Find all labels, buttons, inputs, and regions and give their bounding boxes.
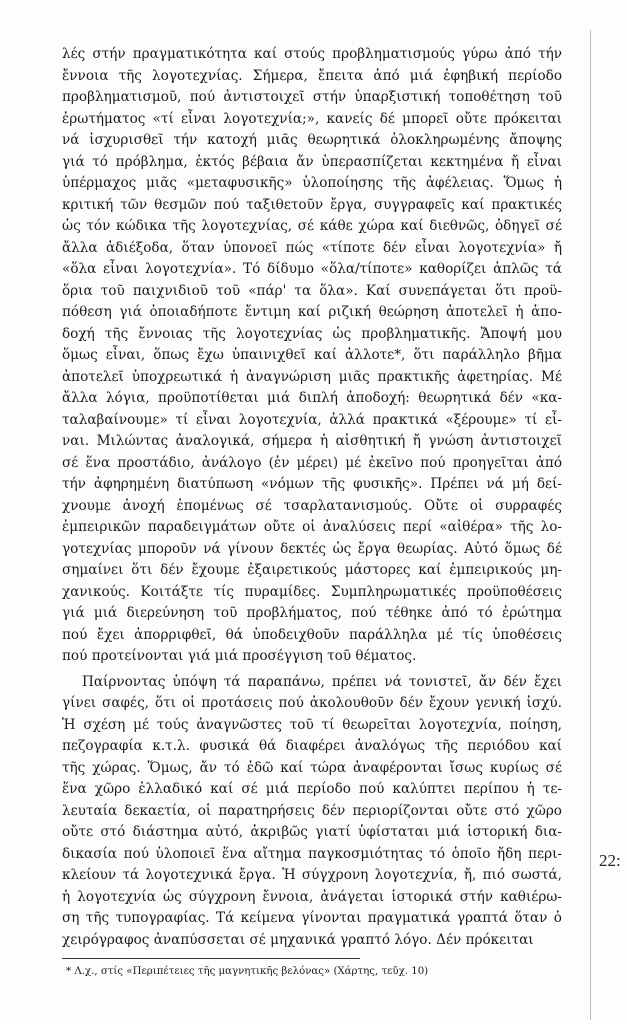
text-line: ναι. Μιλώντας ἀναλογικά, σήμερα ἡ αἰσθητική ἤ γνώση ἀντιστοιχεῖ	[62, 433, 562, 449]
text-line: σέ ἕνα προστάδιο, ἀνάλογο (ἐν μέρει) μέ ἐκεῖνο πού προηγεῖται ἀπό	[62, 454, 562, 471]
text-line: «ὅλα εἶναι λογοτεχνία». Τό δίδυμο «ὅλα/τίποτε» καθορίζει ἁπλῶς τά	[62, 261, 562, 277]
text-line: γιά μιά διερεύνηση τοῦ προβλήματος, πού τέθηκε ἀπό τό ἐρώτημα	[62, 605, 562, 621]
text-line: κριτική τῶν θεσμῶν πού ταξιθετοῦν ἔργα, συγγραφεῖς καί πρακτικές	[62, 196, 562, 213]
text-line: χανικούς. Κοιτάξτε τίς πυραμίδες. Συμπληρωματικές προϋποθέσεις	[62, 583, 562, 600]
text-line: πόθεση γιά ὁποιαδήποτε ἔντιμη καί ριζική θεώρηση ἀποτελεῖ ἡ ἀπο-	[62, 304, 562, 320]
text-line: ἐμπειρικῶν παραδειγμάτων οὔτε οἱ ἀναλύσεις περί «αἰθέρα» τῆς λο-	[62, 519, 562, 535]
page-edge-rule	[590, 30, 591, 1020]
text-line: σημαίνει ὅτι δέν ἔχουμε ἐξαιρετικούς μάστορες καί ἐμπειρικούς μη-	[62, 562, 562, 578]
text-line: ὅρια τοῦ παιχνιδιοῦ τοῦ «πάρ' τα ὅλα». Καί συνεπάγεται ὅτι προϋ-	[62, 282, 562, 299]
text-line: τῆς χώρας. Ὅμως, ἄν τό ἐδῶ καί τώρα ἀναφέρονται ἴσως κυρίως σέ	[62, 759, 562, 776]
text-line: γιά τό πρόβλημα, ἐκτός βέβαια ἄν ὑπερασπίζεται κεκτημένα ἤ εἶναι	[62, 153, 562, 170]
body-text	[62, 44, 562, 951]
text-line: Ἡ σχέση μέ τούς ἀναγνῶστες τοῦ τί θεωρεῖται λογοτεχνία, ποίηση,	[62, 716, 562, 733]
text-line: χειρόγραφος ἀναπύσσεται σέ μηχανικά γραπτό λόγο. Δέν πρόκειται	[62, 931, 534, 948]
text-line: δοχή τῆς ἔννοιας τῆς λογοτεχνίας ὡς προβληματικῆς. Ἄποψή μου	[62, 325, 562, 342]
text-line: προβληματισμοῦ, πού ἀντιστοιχεῖ στήν ὑπαρξιστική τοποθέτηση τοῦ	[62, 89, 562, 105]
text-line: ὅμως εἶναι, ὅπως ἔχω ὑπαινιχθεῖ καί ἀλλοτε*, ὅτι παράλληλο βῆμα	[62, 347, 562, 363]
text-line: ἡ λογοτεχνία ὡς σύγχρονη ἔννοια, ἀνάγεται ἱστορικά στήν καθιέρω-	[62, 888, 562, 905]
text-line: οὔτε στό διάστημα αὐτό, ἀκριβῶς γιατί ὑφίσταται μιά ἱστορική δια-	[62, 824, 562, 840]
text-line: ταλαβαίνουμε» τί εἶναι λογοτεχνία, ἀλλά πρακτικά «ξέρουμε» τί εἶ-	[62, 411, 562, 428]
text-line: πού προτείνονται γιά μιά προσέγγιση τοῦ θέματος.	[62, 648, 417, 664]
text-line: ἀποτελεῖ ὑποχρεωτικά ἡ ἀναγνώριση μιᾶς πρακτικῆς ἀφετηρίας. Μέ	[62, 368, 562, 385]
text-line: ἔννοια τῆς λογοτεχνίας. Σήμερα, ἔπειτα ἀπό μιά ἐφηβική περίοδο	[62, 67, 562, 84]
text-line: κλείουν τά λογοτεχνικά ἔργα. Ἡ σύγχρονη λογοτεχνία, ἤ, πιό σωστά,	[62, 867, 562, 883]
text-line: πού ἔχει ἀπορριφθεῖ, θά ὑποδειχθοῦν παράλληλα μέ τίς ὑποθέσεις	[62, 626, 562, 643]
text-line: ἄλλα ἀδιέξοδα, ὅταν ὑπονοεῖ πώς «τίποτε δέν εἶναι λογοτεχνία» ἤ	[62, 239, 562, 256]
text-line: γίνει σαφές, ὅτι οἱ προτάσεις πού ἀκολουθοῦν δέν ἔχουν γενική ἰσχύ.	[62, 695, 562, 711]
paragraph-1	[62, 44, 562, 668]
page-number: 22:	[599, 851, 621, 870]
footnote-rule	[62, 958, 360, 959]
text-line: χνουμε ἀνοχή ἑπομένως σέ τσαρλατανισμούς. Οὔτε οἱ συρραφές	[62, 497, 562, 514]
text-line: ὡς τόν κώδικα τῆς λογοτεχνίας, σέ κάθε χώρα καί διεθνῶς, ὁδηγεῖ σέ	[62, 218, 562, 234]
text-line: πεζογραφία κ.τ.λ. φυσικά θά διαφέρει ἀναλόγως τῆς περιόδου καί	[62, 738, 562, 754]
text-line: λές στήν πραγματικότητα καί στούς προβληματισμούς γύρω ἀπό τήν	[62, 46, 562, 62]
text-line: λευταία δεκαετία, οἱ παρατηρήσεις δέν περιορίζονται οὔτε στό χῶρο	[62, 802, 562, 819]
text-line: νά ἰσχυρισθεῖ τήν κατοχή μιᾶς θεωρητικά ὁλοκληρωμένης ἄποψης	[62, 132, 562, 148]
text-line: τήν ἀφηρημένη διατύπωση «νόμων τῆς φυσικῆς». Πρέπει νά μή δεί-	[62, 476, 562, 492]
text-line: ἄλλα λόγια, προϋποτίθεται μιά διπλή ἀποδοχή: θεωρητικά δέν «κα-	[62, 390, 562, 406]
text-line: ση τῆς τυπογραφίας. Τά κείμενα γίνονται πραγματικά γραπτά ὅταν ὁ	[62, 910, 562, 926]
text-line: γοτεχνίας μποροῦν νά γίνουν δεκτές ὡς ἔργα θεωρίας. Αὐτό ὅμως δέ	[62, 540, 562, 557]
footnote: * Λ.χ., στίς «Περιπέτειες τῆς μαγνητικῆς βελόνας» (Χάρτης, τεῦχ. 10)	[66, 966, 429, 977]
text-line: δικασία πού ὑλοποιεῖ ἕνα αἴτημα παγκοσμιότητας τό ὁποῖο ἤδη περι-	[62, 845, 562, 862]
text-line: ἐρωτήματος «τί εἶναι λογοτεχνία;», κανείς δέ μπορεῖ οὔτε πρόκειται	[62, 110, 562, 127]
paragraph-2	[62, 672, 562, 952]
text-line: ὑπέρμαχος μιᾶς «μεταφυσικῆς» ὑλοποίησης τῆς ἀφέλειας. Ὅμως ἡ	[62, 175, 562, 191]
text-line: Παίρνοντας ὑπόψη τά παραπάνω, πρέπει νά τονιστεῖ, ἄν δέν ἔχει	[82, 673, 562, 690]
text-line: ἕνα χῶρο ἑλλαδικό καί σέ μιά περίοδο πού καλύπτει περίπου ἡ τε-	[62, 781, 562, 797]
